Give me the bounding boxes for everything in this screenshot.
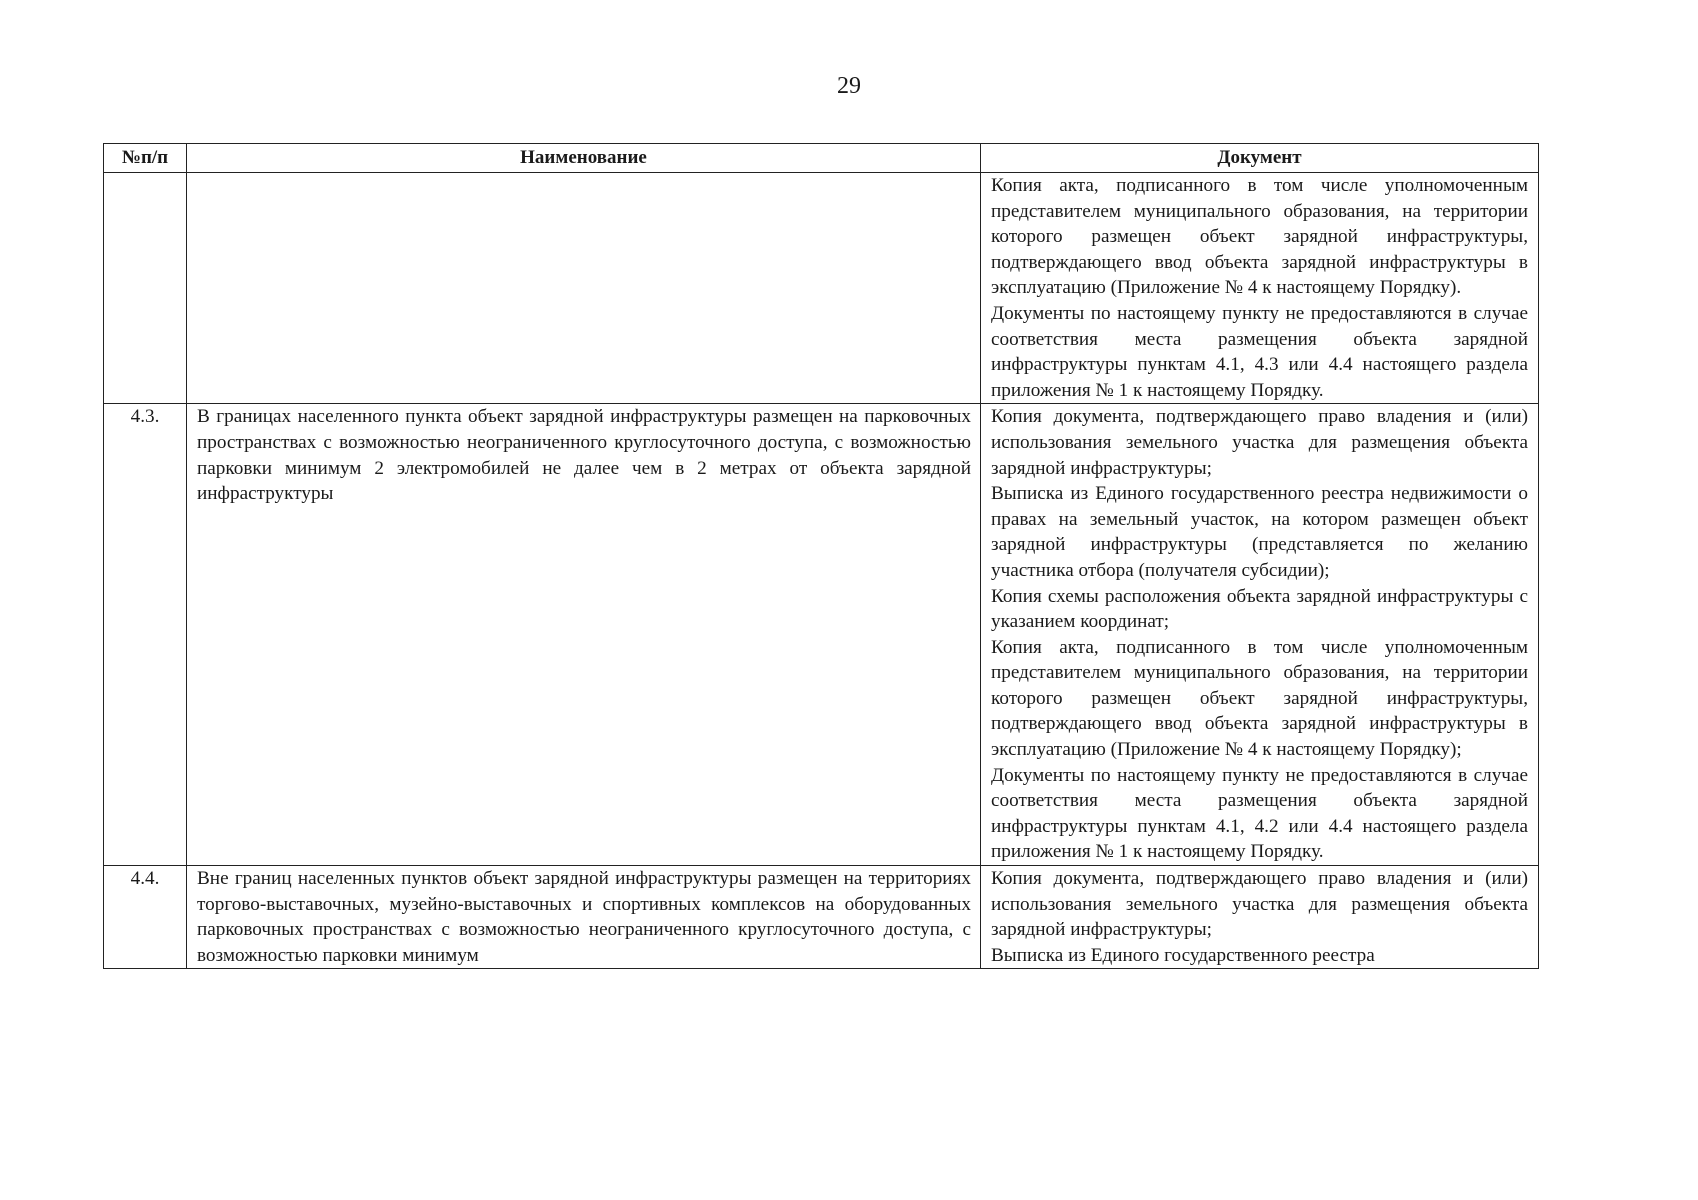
row-number: 4.3. <box>104 404 187 866</box>
row-document-cell <box>981 866 1539 969</box>
row-number <box>104 173 187 404</box>
row-name: В границах населенного пункта объект зарядной инфраструктуры размещен на парковочных пространствах с возможностью неограниченного круглосуточного доступа, с возможностью парковки минимум 2 электромобилей не далее чем в 2 метрах от объекта зарядной инфраструктуры <box>197 406 971 505</box>
document-paragraph: Копия документа, подтверждающего право владения и (или) использования земельного участка для размещения объекта зарядной инфраструктуры; <box>991 868 1528 941</box>
document-paragraph: Копия акта, подписанного в том числе уполномоченным представителем муниципального образования, на территории которого размещен объект зарядной инфраструктуры, подтверждающего ввод объекта зарядной инфраструктуры в эксплуатацию (Приложение № 4 к настоящему Порядку). <box>991 175 1528 299</box>
document-paragraph: Копия документа, подтверждающего право владения и (или) использования земельного участка для размещения объекта зарядной инфраструктуры; <box>991 406 1528 479</box>
page-number: 29 <box>837 73 861 99</box>
row-name: Вне границ населенных пунктов объект зарядной инфраструктуры размещен на территориях торгово-выставочных, музейно-выставочных и спортивных комплексов на оборудованных парковочных пространствах с возможностью неограниченного круглосуточного доступа, с возможностью парковки минимум <box>197 868 971 966</box>
document-paragraph: Документы по настоящему пункту не предоставляются в случае соответствия места размещения объекта зарядной инфраструктуры пунктам 4.1, 4.3 или 4.4 настоящего раздела приложения № 1 к настоящему Порядку. <box>991 302 1528 401</box>
row-document-cell <box>981 404 1539 866</box>
table-row <box>104 866 1539 969</box>
document-paragraph: Копия акта, подписанного в том числе уполномоченным представителем муниципального образования, на территории которого размещен объект зарядной инфраструктуры, подтверждающего ввод объекта зарядной инфраструктуры в эксплуатацию (Приложение № 4 к настоящему Порядку); <box>991 636 1528 761</box>
document-paragraph: Копия схемы расположения объекта зарядной инфраструктуры с указанием координат; <box>991 585 1528 633</box>
row-document-cell <box>981 173 1539 404</box>
requirements-table <box>103 143 1539 969</box>
row-name-cell <box>187 404 981 866</box>
table-row <box>104 404 1539 866</box>
row-name-cell <box>187 866 981 969</box>
header-name: Наименование <box>187 144 981 173</box>
document-paragraph: Выписка из Единого государственного реестра недвижимости о правах на земельный участок, на котором размещен объект зарядной инфраструктуры (представляется по желанию участника отбора (получателя субсидии); <box>991 483 1528 581</box>
document-paragraph: Документы по настоящему пункту не предоставляются в случае соответствия места размещения объекта зарядной инфраструктуры пунктам 4.1, 4.2 или 4.4 настоящего раздела приложения № 1 к настоящему Порядку. <box>991 764 1528 863</box>
table-header-row <box>104 144 1539 173</box>
table-row <box>104 173 1539 404</box>
header-document: Документ <box>981 144 1539 173</box>
row-number: 4.4. <box>104 866 187 969</box>
document-paragraph: Выписка из Единого государственного реестра <box>991 944 1375 966</box>
row-name-cell <box>187 173 981 404</box>
header-num: №п/п <box>104 144 187 173</box>
